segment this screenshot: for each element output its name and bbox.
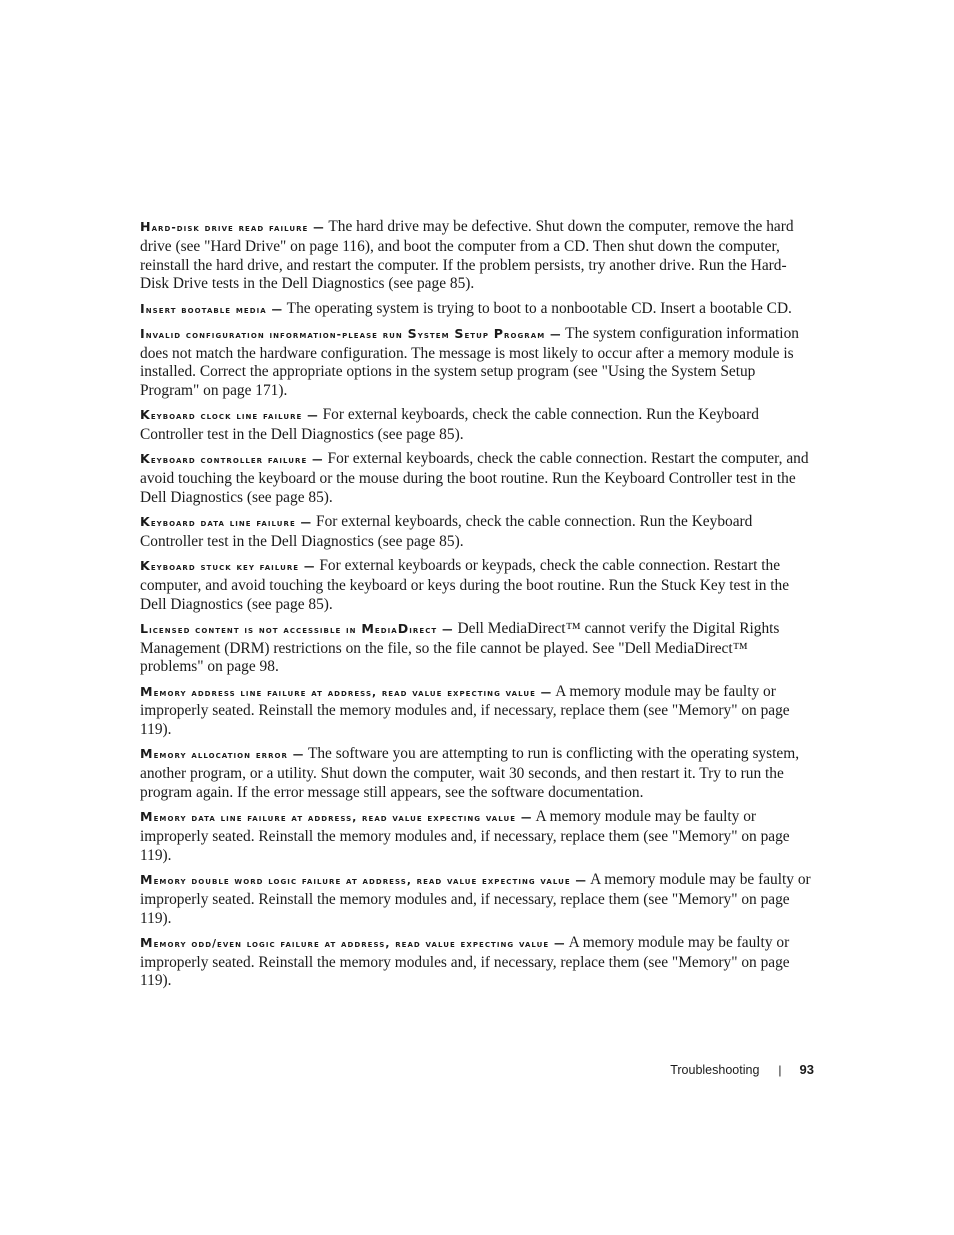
error-description: A memory module may be faulty or improperly seated. Reinstall the memory modules and, if necessary, replace them (see "Memory" on page 119). bbox=[140, 933, 790, 990]
error-description: The system configuration information does not match the hardware configuration. The message is most likely to occur after a memory module is installed. Correct the appropriate options in the system setup program (see "Using the System Setup Program" on page 171). bbox=[140, 324, 799, 400]
error-entry bbox=[140, 218, 812, 294]
error-entry bbox=[140, 745, 812, 802]
error-description: A memory module may be faulty or improperly seated. Reinstall the memory modules and, if necessary, replace them (see "Memory" on page 119). bbox=[140, 871, 811, 927]
error-message-list bbox=[140, 218, 812, 997]
error-term: Keyboard clock line failure — bbox=[140, 407, 319, 423]
error-description: The software you are attempting to run is conflicting with the operating system, another program, or a utility. Shut down the computer, wait 30 seconds, and then restart it. Try to run the program again. If the error message still appears, see the software documentation. bbox=[140, 745, 800, 802]
error-term: Keyboard data line failure — bbox=[140, 514, 313, 530]
error-term: Insert bootable media — bbox=[140, 300, 284, 316]
error-term: Memory odd/even logic failure at address, read value expecting value — bbox=[140, 934, 566, 950]
error-entry bbox=[140, 513, 812, 552]
error-entry bbox=[140, 808, 812, 865]
error-entry bbox=[140, 934, 812, 991]
error-term: Memory double word logic failure at address, read value expecting value — bbox=[140, 872, 588, 887]
error-term: Hard-disk drive read failure — bbox=[140, 219, 325, 234]
error-entry bbox=[140, 300, 812, 320]
error-description: For external keyboards or keypads, check the cable connection. Restart the computer, and avoid touching the keyboard or keys during the boot routine. Run the Stuck Key test in the Dell Diagnostics (see page 85). bbox=[140, 557, 790, 613]
error-entry bbox=[140, 557, 812, 614]
error-description: Dell MediaDirect™ cannot verify the Digital Rights Management (DRM) restrictions on the file, so the file cannot be played. See "Dell MediaDirect™ problems" on page 98. bbox=[140, 619, 780, 676]
error-description: For external keyboards, check the cable connection. Run the Keyboard Controller test in the Dell Diagnostics (see page 85). bbox=[140, 406, 759, 444]
error-term: Invalid configuration information-please run System Setup Program — bbox=[140, 325, 562, 341]
error-entry bbox=[140, 325, 812, 401]
error-description: For external keyboards, check the cable connection. Restart the computer, and avoid touching the keyboard or the mouse during the boot routine. Run the Keyboard Controller test in the Dell Diagnostics (see page 85). bbox=[140, 450, 809, 506]
error-description: A memory module may be faulty or improperly seated. Reinstall the memory modules and, if necessary, replace them (see "Memory" on page 119). bbox=[140, 808, 790, 864]
footer-separator: | bbox=[778, 1062, 782, 1077]
error-term: Memory allocation error — bbox=[140, 746, 305, 762]
error-entry bbox=[140, 406, 812, 445]
error-term: Memory address line failure at address, read value expecting value — bbox=[140, 683, 553, 699]
footer-section-title: Troubleshooting bbox=[670, 1062, 760, 1077]
error-entry bbox=[140, 871, 812, 928]
error-term: Licensed content is not accessible in MediaDirect — bbox=[140, 620, 454, 636]
error-term: Keyboard stuck key failure — bbox=[140, 558, 316, 574]
error-description: The operating system is trying to boot to a nonbootable CD. Insert a bootable CD. bbox=[286, 299, 792, 317]
error-entry bbox=[140, 620, 812, 677]
error-description: The hard drive may be defective. Shut down the computer, remove the hard drive (see "Hard Drive" on page 116), and boot the computer from a CD. Then shut down the computer, reinstall the hard drive, and restart the computer. If the problem persists, try another drive. Run the Hard-Disk Drive tests in the Dell Diagnostics (see page 85). bbox=[140, 218, 794, 293]
error-term: Memory data line failure at address, read value expecting value — bbox=[140, 809, 533, 825]
error-entry bbox=[140, 450, 812, 507]
error-entry bbox=[140, 683, 812, 740]
error-description: A memory module may be faulty or improperly seated. Reinstall the memory modules and, if necessary, replace them (see "Memory" on page 119). bbox=[140, 682, 790, 739]
page-number: 93 bbox=[799, 1062, 814, 1077]
error-description: For external keyboards, check the cable connection. Run the Keyboard Controller test in the Dell Diagnostics (see page 85). bbox=[140, 513, 753, 550]
page-footer bbox=[670, 1062, 814, 1077]
error-term: Keyboard controller failure — bbox=[140, 451, 324, 467]
